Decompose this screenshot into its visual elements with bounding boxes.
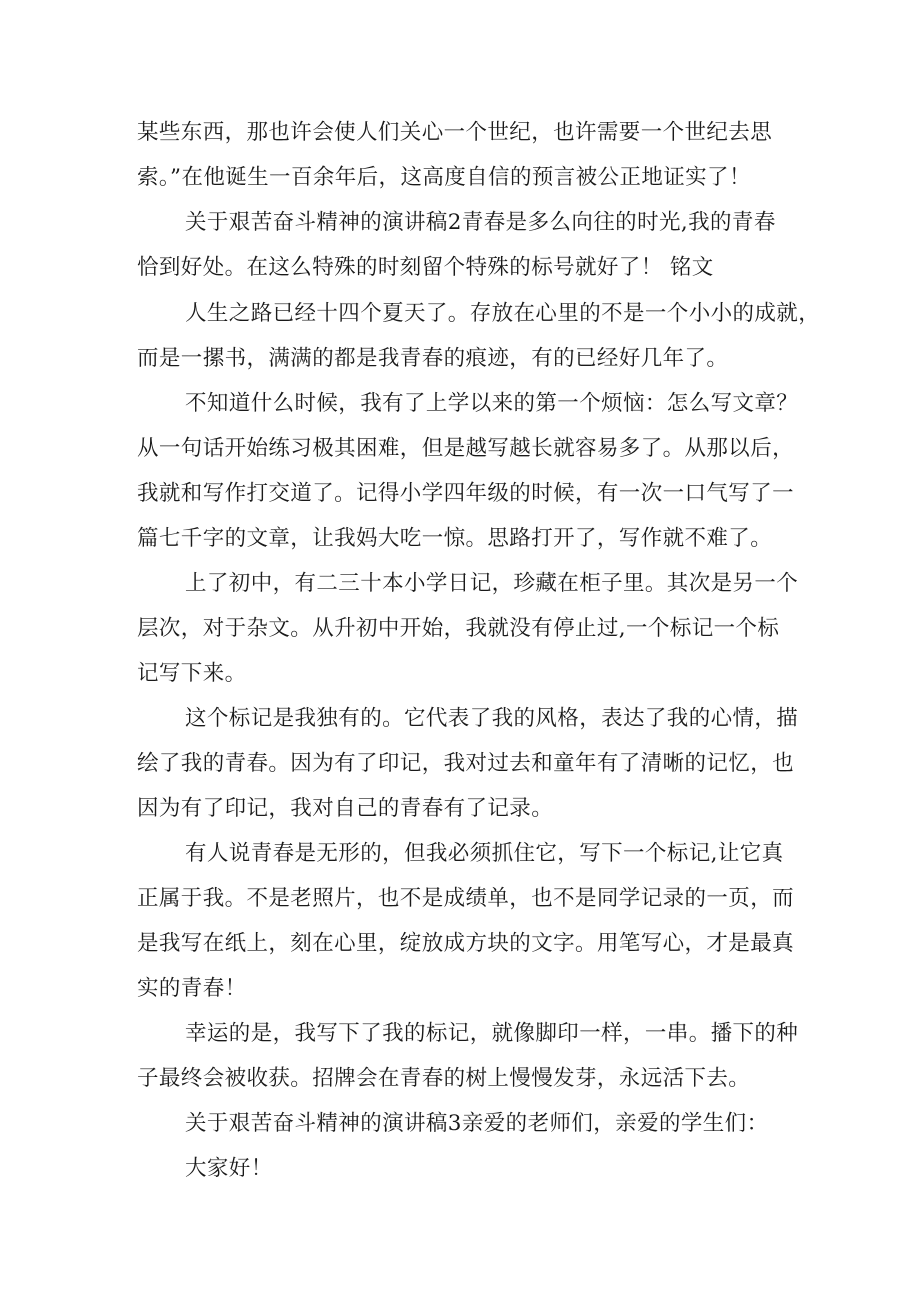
text-line: 因为有了印记，我对自己的青春有了记录。 [137,796,554,821]
text-line: 某些东西，那也许会使人们关心一个世纪，也许需要一个世纪去思 [137,120,773,145]
text-line: 从一句话开始练习极其困难，但是越写越长就容易多了。从那以后， [137,436,795,461]
text-line: 子最终会被收获。招牌会在青春的树上慢慢发芽，永远活下去。 [137,1066,751,1091]
paragraph-first-line: 这个标记是我独有的。它代表了我的风格，表达了我的心情，描 [185,706,799,731]
text-line: 索。”在他诞生一百余年后，这高度自信的预言被公正地证实了！ [137,165,751,190]
text-line: 我就和写作打交道了。记得小学四年级的时候，有一次一口气写了一 [137,481,795,506]
text-line: 层次，对于杂文。从升初中开始，我就没有停止过,一个标记一个标 [137,616,780,641]
text-line: 实的青春！ [137,976,247,1001]
text-line: 是我写在纸上，刻在心里，绽放成方块的文字。用笔写心，才是最真 [137,931,795,956]
paragraph-first-line: 关于艰苦奋斗精神的演讲稿3亲爱的老师们，亲爱的学生们： [185,1111,769,1136]
text-line: 恰到好处。在这么特殊的时刻留个特殊的标号就好了！ 铭文 [137,255,714,280]
text-line: 正属于我。不是老照片，也不是成绩单，也不是同学记录的一页，而 [137,886,795,911]
paragraph-first-line: 上了初中，有二三十本小学日记，珍藏在柜子里。其次是另一个 [185,571,799,596]
paragraph-first-line: 有人说青春是无形的，但我必须抓住它，写下一个标记,让它真 [185,841,784,866]
paragraph-first-line: 幸运的是，我写下了我的标记，就像脚印一样，一串。播下的种 [185,1021,799,1046]
greeting-line: 大家好！ [185,1156,273,1181]
text-line: 记写下来。 [137,661,247,686]
text-line: 篇七千字的文章，让我妈大吃一惊。思路打开了，写作就不难了。 [137,526,773,551]
paragraph-first-line: 不知道什么时候，我有了上学以来的第一个烦恼：怎么写文章？ [185,391,799,416]
text-line: 绘了我的青春。因为有了印记，我对过去和童年有了清晰的记忆，也 [137,751,795,776]
paragraph-first-line: 人生之路已经十四个夏天了。存放在心里的不是一个小小的成就， [185,301,821,326]
text-line: 而是一摞书，满满的都是我青春的痕迹，有的已经好几年了。 [137,346,729,371]
paragraph-first-line: 关于艰苦奋斗精神的演讲稿2青春是多么向往的时光,我的青春 [185,210,776,235]
